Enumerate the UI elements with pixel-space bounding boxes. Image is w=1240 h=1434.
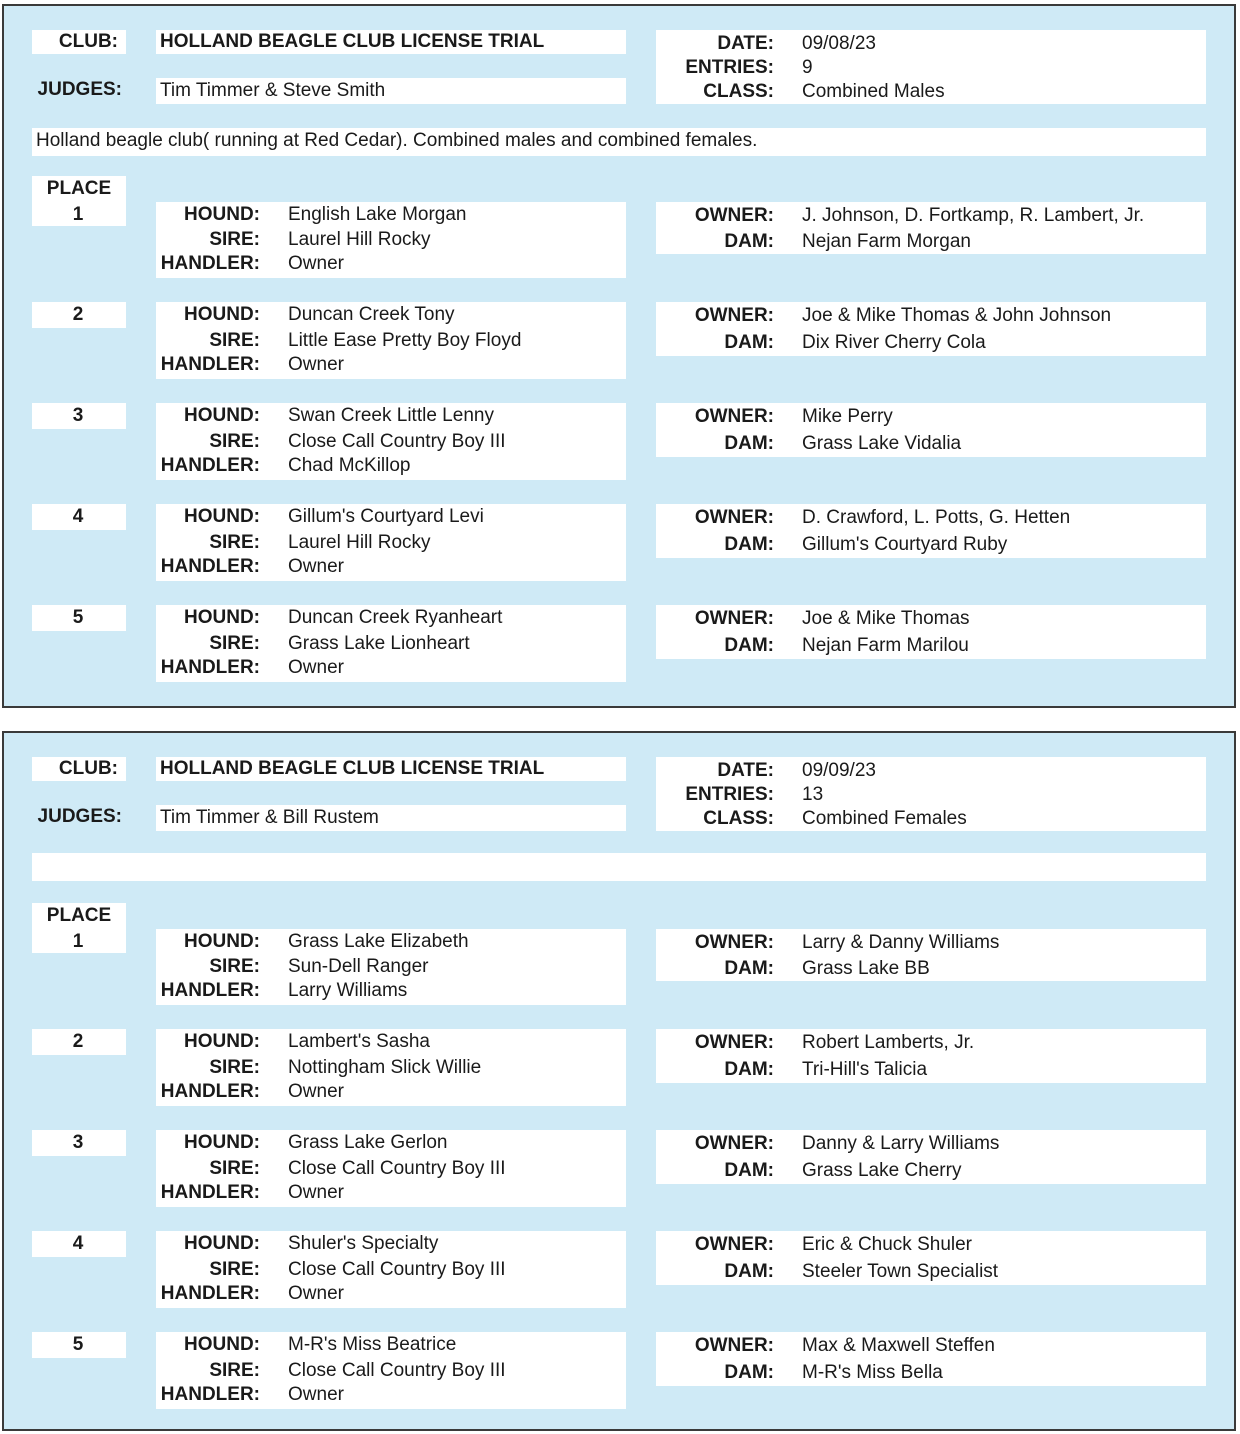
place-number: 2 (72, 304, 84, 325)
entries-value: 13 (802, 784, 824, 805)
sire-name: Grass Lake Lionheart (288, 633, 470, 654)
sire-name: Laurel Hill Rocky (288, 229, 431, 250)
hound-label: HOUND: (184, 607, 260, 628)
hound-name: Grass Lake Elizabeth (288, 931, 469, 952)
sire-name: Sun-Dell Ranger (288, 956, 429, 977)
dam-name: Grass Lake BB (802, 958, 930, 979)
dam-name: Nejan Farm Morgan (802, 231, 971, 252)
sire-label: SIRE: (209, 1360, 260, 1381)
owner-label: OWNER: (694, 1335, 774, 1356)
dam-label: DAM: (724, 1160, 774, 1181)
place-number: 4 (72, 506, 84, 527)
hound-name: Grass Lake Gerlon (288, 1132, 448, 1153)
place-number: 3 (72, 405, 84, 426)
sire-name: Laurel Hill Rocky (288, 532, 431, 553)
dam-name: Dix River Cherry Cola (802, 332, 986, 353)
owner-label: OWNER: (694, 1234, 774, 1255)
sire-name: Close Call Country Boy III (288, 1158, 506, 1179)
owner-name: Joe & Mike Thomas (802, 608, 970, 629)
handler-name: Owner (288, 556, 344, 577)
hound-label: HOUND: (184, 931, 260, 952)
hound-label: HOUND: (184, 506, 260, 527)
dam-label: DAM: (724, 231, 774, 252)
place-number: 5 (72, 607, 84, 628)
dam-name: Grass Lake Cherry (802, 1160, 962, 1181)
handler-label: HANDLER: (160, 354, 260, 375)
dam-name: M-R's Miss Bella (802, 1362, 943, 1383)
handler-name: Owner (288, 1283, 344, 1304)
place-header: PLACE (46, 905, 112, 926)
judges-value: Tim Timmer & Steve Smith (160, 80, 386, 101)
handler-name: Owner (288, 1182, 344, 1203)
club-label: CLUB: (58, 758, 118, 779)
place-number: 3 (72, 1132, 84, 1153)
judges-value: Tim Timmer & Bill Rustem (160, 807, 379, 828)
owner-name: Eric & Chuck Shuler (802, 1234, 973, 1255)
handler-label: HANDLER: (160, 556, 260, 577)
sire-name: Close Call Country Boy III (288, 431, 506, 452)
place-number: 1 (72, 931, 84, 952)
club-label: CLUB: (58, 31, 118, 52)
class-value: Combined Males (802, 81, 945, 102)
owner-label: OWNER: (694, 1032, 774, 1053)
handler-name: Owner (288, 1081, 344, 1102)
owner-name: Robert Lamberts, Jr. (802, 1032, 975, 1053)
sire-label: SIRE: (209, 431, 260, 452)
dam-name: Tri-Hill's Talicia (802, 1059, 928, 1080)
dam-label: DAM: (724, 332, 774, 353)
entries-value: 9 (802, 57, 813, 78)
hound-label: HOUND: (184, 1031, 260, 1052)
hound-name: Duncan Creek Ryanheart (288, 607, 503, 628)
sire-label: SIRE: (209, 330, 260, 351)
sire-label: SIRE: (209, 956, 260, 977)
dam-label: DAM: (724, 433, 774, 454)
owner-label: OWNER: (694, 406, 774, 427)
date-label: DATE: (717, 33, 774, 54)
trial-card-combined-females (2, 731, 1236, 1431)
hound-name: M-R's Miss Beatrice (288, 1334, 457, 1355)
dam-label: DAM: (724, 1362, 774, 1383)
class-label: CLASS: (703, 808, 774, 829)
handler-label: HANDLER: (160, 657, 260, 678)
sire-label: SIRE: (209, 229, 260, 250)
hound-name: Swan Creek Little Lenny (288, 405, 494, 426)
handler-label: HANDLER: (160, 1182, 260, 1203)
handler-label: HANDLER: (160, 1081, 260, 1102)
sire-label: SIRE: (209, 1158, 260, 1179)
owner-name: Joe & Mike Thomas & John Johnson (802, 305, 1112, 326)
hound-name: Gillum's Courtyard Levi (288, 506, 484, 527)
hound-label: HOUND: (184, 1132, 260, 1153)
class-label: CLASS: (703, 81, 774, 102)
dam-label: DAM: (724, 1261, 774, 1282)
handler-name: Larry Williams (288, 980, 408, 1001)
dam-name: Nejan Farm Marilou (802, 635, 969, 656)
owner-label: OWNER: (694, 507, 774, 528)
hound-name: English Lake Morgan (288, 204, 467, 225)
sire-label: SIRE: (209, 633, 260, 654)
sire-name: Close Call Country Boy III (288, 1259, 506, 1280)
handler-name: Chad McKillop (288, 455, 411, 476)
sire-label: SIRE: (209, 1259, 260, 1280)
handler-label: HANDLER: (160, 980, 260, 1001)
class-value: Combined Females (802, 808, 967, 829)
club-name: HOLLAND BEAGLE CLUB LICENSE TRIAL (160, 758, 545, 779)
dam-label: DAM: (724, 1059, 774, 1080)
hound-label: HOUND: (184, 1233, 260, 1254)
hound-label: HOUND: (184, 1334, 260, 1355)
owner-label: OWNER: (694, 608, 774, 629)
owner-name: D. Crawford, L. Potts, G. Hetten (802, 507, 1071, 528)
hound-name: Lambert's Sasha (288, 1031, 430, 1052)
sire-label: SIRE: (209, 532, 260, 553)
owner-label: OWNER: (694, 1133, 774, 1154)
note-box (32, 853, 1206, 881)
dam-label: DAM: (724, 958, 774, 979)
place-number: 5 (72, 1334, 84, 1355)
dam-label: DAM: (724, 635, 774, 656)
owner-name: Max & Maxwell Steffen (802, 1335, 995, 1356)
entries-label: ENTRIES: (685, 57, 774, 78)
handler-name: Owner (288, 354, 344, 375)
handler-label: HANDLER: (160, 253, 260, 274)
dam-label: DAM: (724, 534, 774, 555)
handler-name: Owner (288, 253, 344, 274)
trial-card-combined-males (2, 4, 1236, 708)
sire-label: SIRE: (209, 1057, 260, 1078)
place-number: 2 (72, 1031, 84, 1052)
hound-name: Duncan Creek Tony (288, 304, 455, 325)
hound-label: HOUND: (184, 405, 260, 426)
handler-label: HANDLER: (160, 455, 260, 476)
dam-name: Gillum's Courtyard Ruby (802, 534, 1008, 555)
handler-name: Owner (288, 1384, 344, 1405)
handler-label: HANDLER: (160, 1283, 260, 1304)
place-header: PLACE (46, 178, 112, 199)
owner-name: J. Johnson, D. Fortkamp, R. Lambert, Jr. (802, 205, 1145, 226)
sire-name: Little Ease Pretty Boy Floyd (288, 330, 522, 351)
handler-name: Owner (288, 657, 344, 678)
owner-label: OWNER: (694, 205, 774, 226)
place-number: 4 (72, 1233, 84, 1254)
date-label: DATE: (717, 760, 774, 781)
hound-label: HOUND: (184, 204, 260, 225)
dam-name: Steeler Town Specialist (802, 1261, 999, 1282)
sire-name: Nottingham Slick Willie (288, 1057, 482, 1078)
owner-name: Mike Perry (802, 406, 893, 427)
club-name: HOLLAND BEAGLE CLUB LICENSE TRIAL (160, 31, 545, 52)
owner-name: Danny & Larry Williams (802, 1133, 1000, 1154)
owner-label: OWNER: (694, 305, 774, 326)
owner-label: OWNER: (694, 932, 774, 953)
entries-label: ENTRIES: (685, 784, 774, 805)
place-number: 1 (72, 204, 84, 225)
note-text: Holland beagle club( running at Red Cedar). Combined males and combined females. (36, 130, 758, 151)
dam-name: Grass Lake Vidalia (802, 433, 962, 454)
judges-label: JUDGES: (37, 806, 122, 827)
owner-name: Larry & Danny Williams (802, 932, 1000, 953)
judges-label: JUDGES: (37, 79, 122, 100)
date-value: 09/09/23 (802, 760, 876, 781)
handler-label: HANDLER: (160, 1384, 260, 1405)
hound-label: HOUND: (184, 304, 260, 325)
sire-name: Close Call Country Boy III (288, 1360, 506, 1381)
date-value: 09/08/23 (802, 33, 876, 54)
hound-name: Shuler's Specialty (288, 1233, 439, 1254)
